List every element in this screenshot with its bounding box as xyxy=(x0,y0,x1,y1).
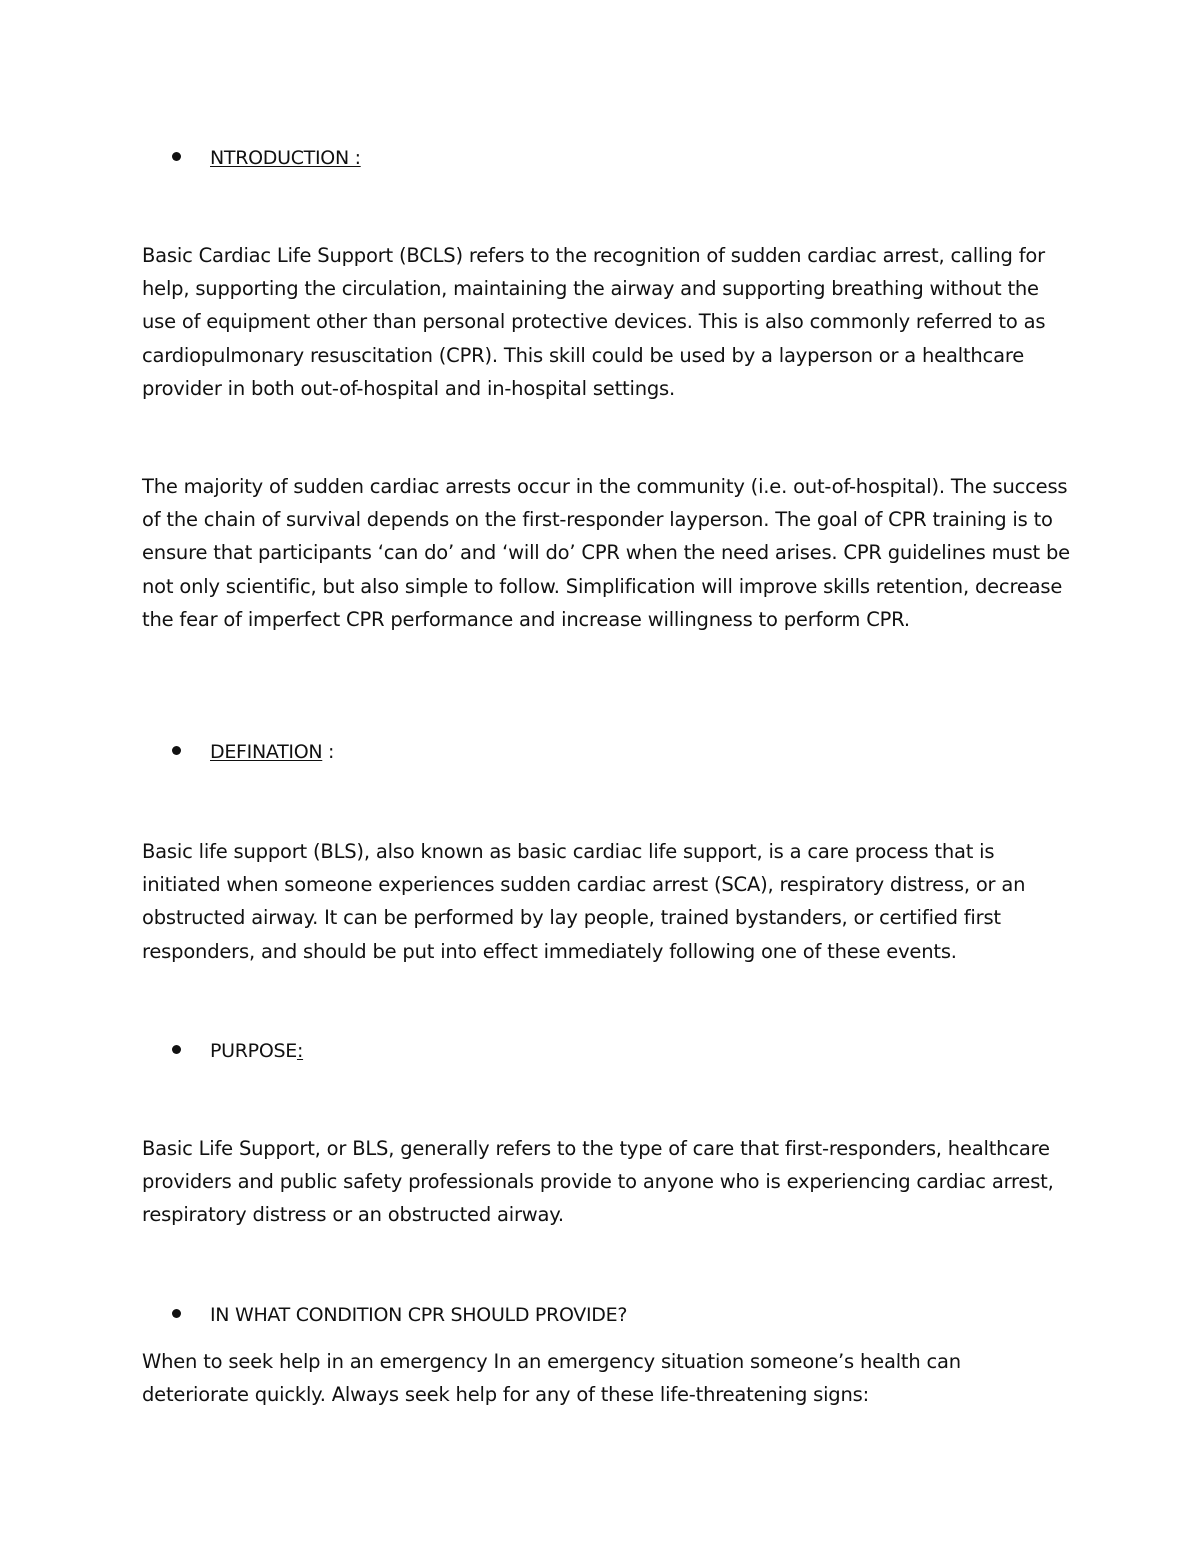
introduction-paragraph-2: The majority of sudden cardiac arrests occur in the community (i.e. out-of-hospital). The success of the chain of survival depends on the first-responder layperson. The goal of CPR training is to ensure that participants ‘can do’ and ‘will do’ CPR when the need arises. CPR guidelines must be not only scientific, but also simple to follow. Simplification will improve skills retention, decrease the fear of imperfect CPR performance and increase willingness to perform CPR. xyxy=(142,475,1070,631)
purpose-heading-suffix: : xyxy=(296,1040,304,1062)
introduction-heading xyxy=(172,146,361,170)
definition-heading xyxy=(172,740,334,764)
bullet-icon xyxy=(172,746,181,755)
bullet-icon xyxy=(172,1045,181,1054)
definition-heading-text: DEFINATION xyxy=(210,741,323,763)
purpose-heading xyxy=(172,1039,303,1063)
purpose-heading-text: PURPOSE xyxy=(210,1040,297,1062)
definition-heading-suffix: : xyxy=(322,741,335,763)
purpose-paragraph: Basic Life Support, or BLS, generally refers to the type of care that first-responders, healthcare providers and public safety professionals provide to anyone who is experiencing cardiac arrest, respiratory distress or an obstructed airway. xyxy=(142,1137,1054,1227)
bullet-icon xyxy=(172,152,181,161)
introduction-heading-text: NTRODUCTION : xyxy=(210,147,361,169)
condition-heading-text: IN WHAT CONDITION CPR SHOULD PROVIDE? xyxy=(210,1304,628,1326)
condition-heading xyxy=(172,1303,627,1327)
definition-paragraph: Basic life support (BLS), also known as basic cardiac life support, is a care process that is initiated when someone experiences sudden cardiac arrest (SCA), respiratory distress, or an obstructed airway. It can be performed by lay people, trained bystanders, or certified first responders, and should be put into effect immediately following one of these events. xyxy=(142,840,1026,963)
condition-paragraph: When to seek help in an emergency In an emergency situation someone’s health can deteriorate quickly. Always seek help for any of these life-threatening signs: xyxy=(142,1350,961,1407)
introduction-paragraph-1: Basic Cardiac Life Support (BCLS) refers to the recognition of sudden cardiac arrest, calling for help, supporting the circulation, maintaining the airway and supporting breathing without the use of equipment other than personal protective devices. This is also commonly referred to as cardiopulmonary resuscitation (CPR). This skill could be used by a layperson or a healthcare provider in both out-of-hospital and in-hospital settings. xyxy=(142,244,1046,400)
bullet-icon xyxy=(172,1309,181,1318)
